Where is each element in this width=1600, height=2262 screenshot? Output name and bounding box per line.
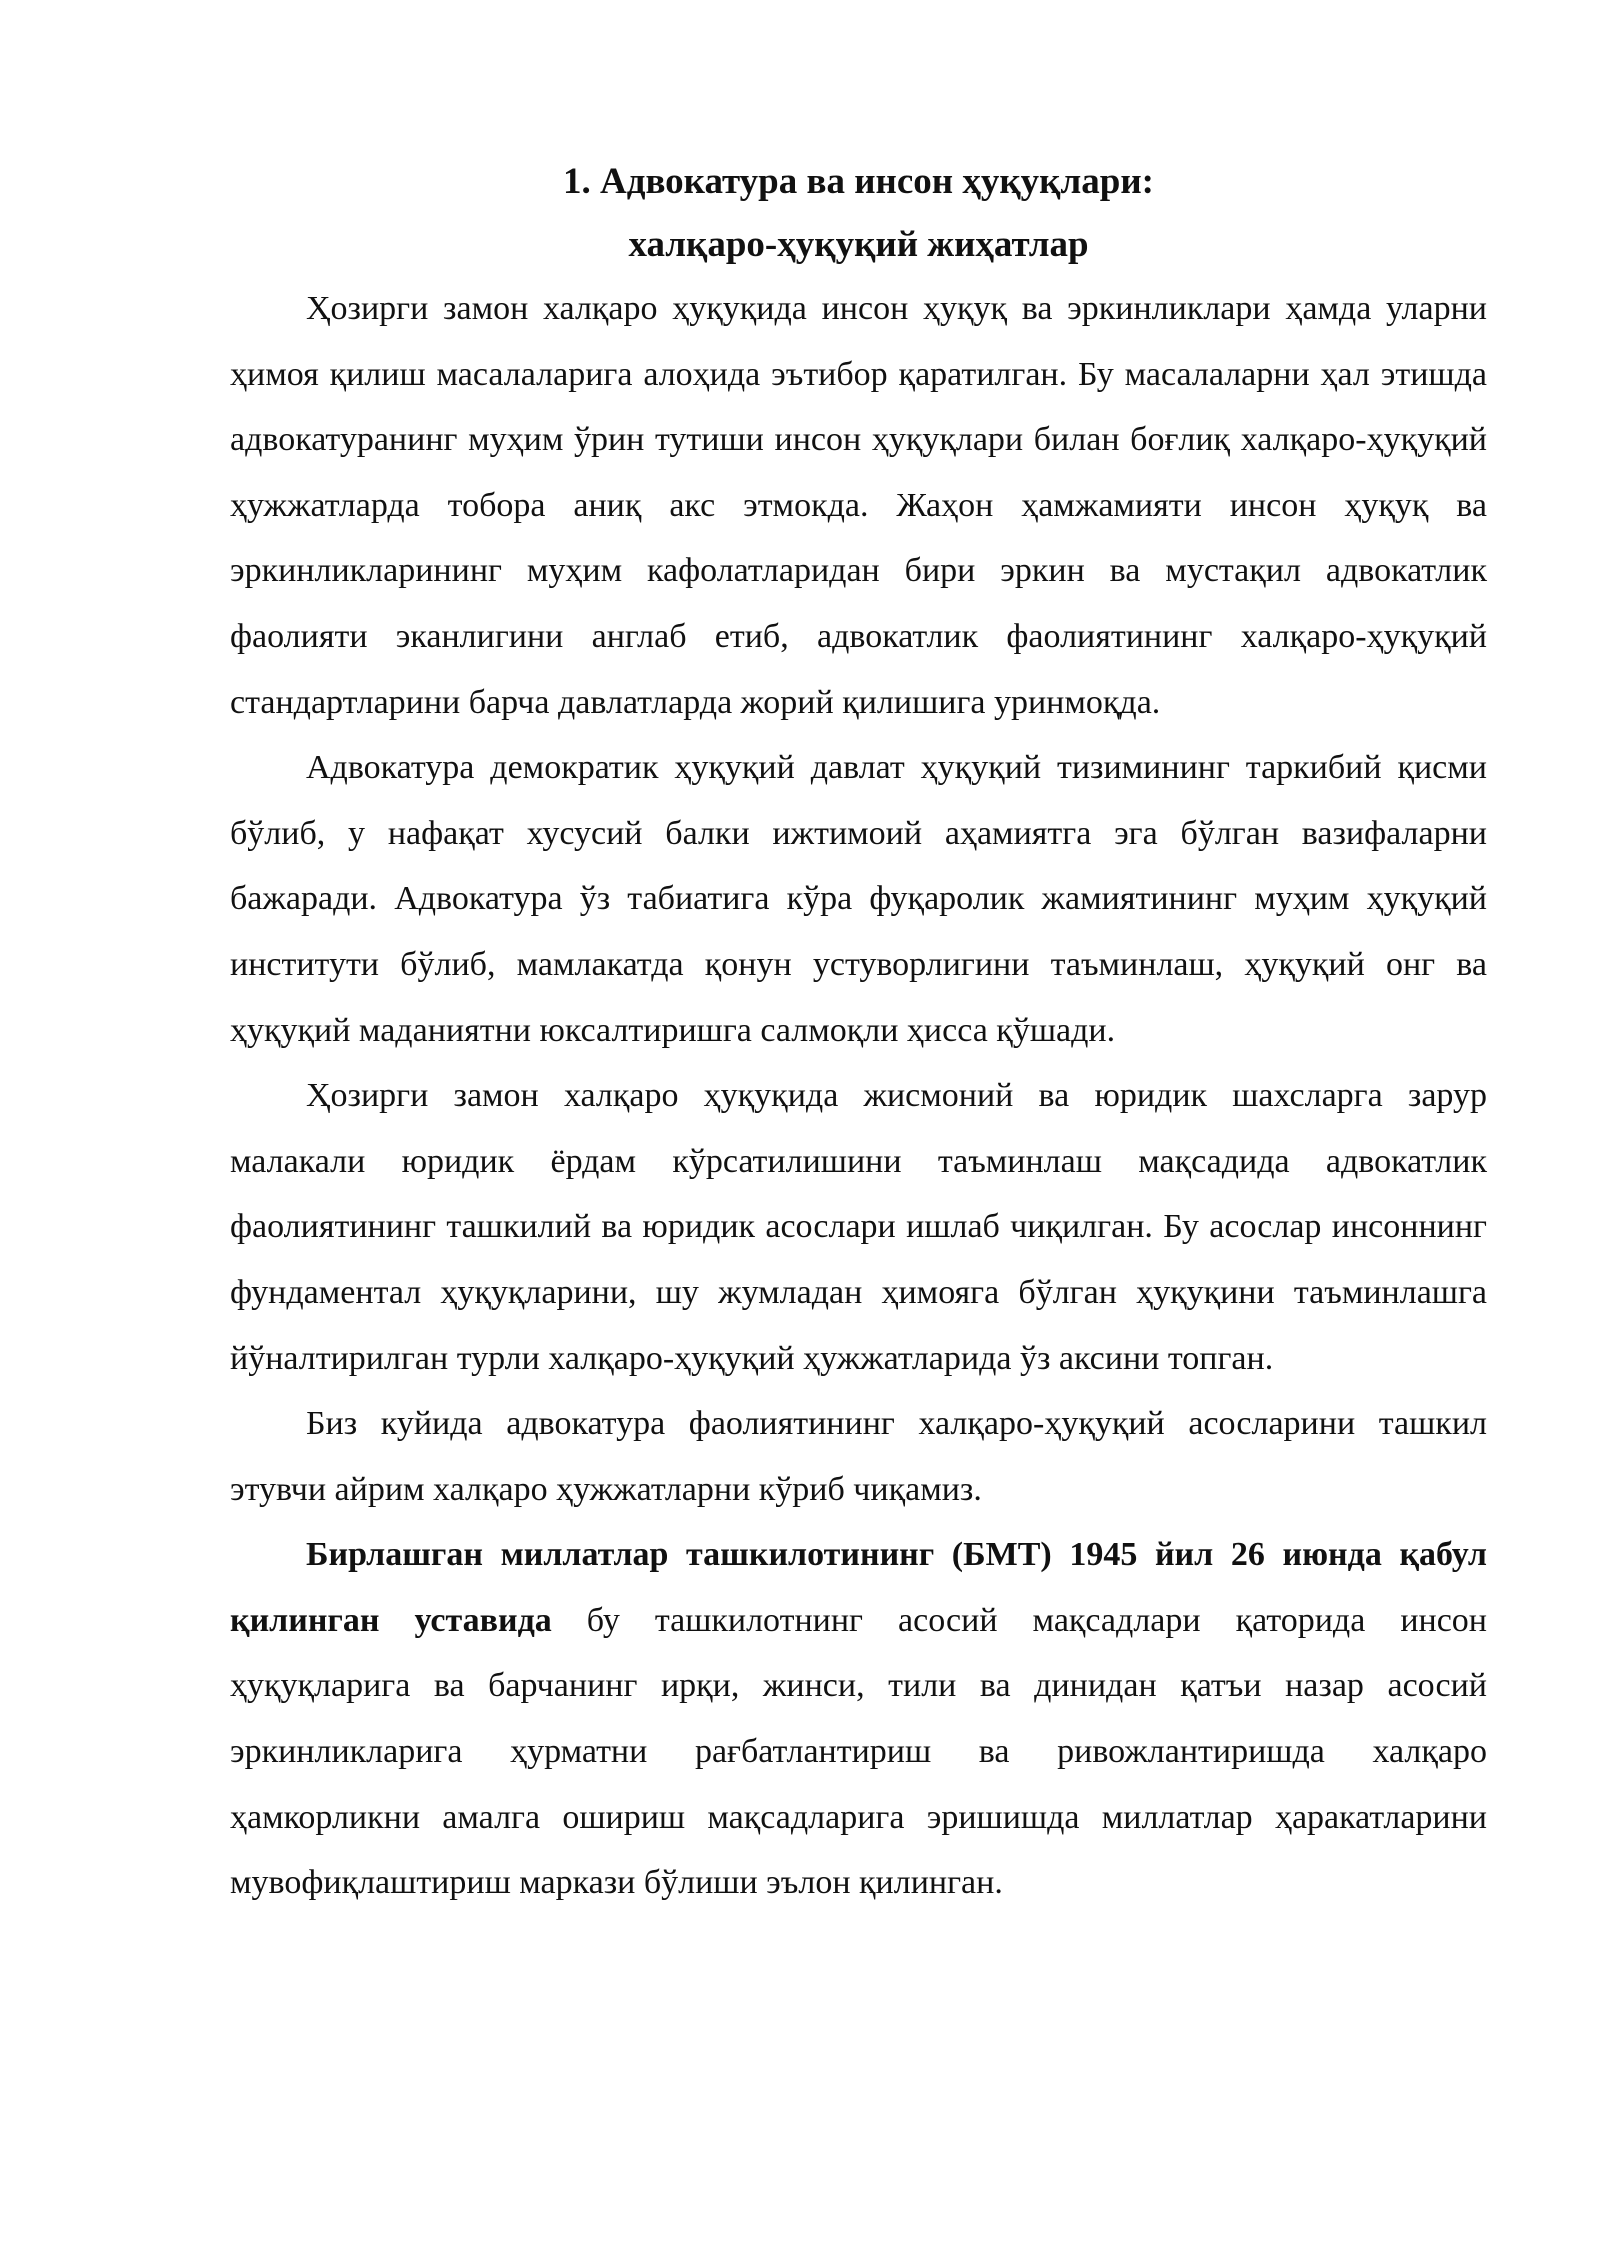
paragraph-3: Ҳозирги замон халқаро ҳуқуқида жисмоний ва юридик шахсларга зарур малакали юридик ёрдам кўрсатилишини таъминлаш мақсадида адвокатлик фаолиятининг ташкилий ва юридик асослари ишлаб чиқилган. Бу асослар инсоннинг фундаментал ҳуқуқларини, шу жумладан ҳимояга бўлган ҳуқуқини таъминлашга йўналтирилган турли халқаро-ҳуқуқий ҳужжатларида ўз аксини топган.: [230, 1077, 1487, 1377]
paragraph-2: Адвокатура демократик ҳуқуқий давлат ҳуқуқий тизимининг таркибий қисми бўлиб, у нафақат хусусий балки ижтимоий аҳамиятга эга бўлган вазифаларни бажаради. Адвокатура ўз табиатига кўра фуқаролик жамиятининг муҳим ҳуқуқий институти бўлиб, мамлакатда қонун устуворлигини таъминлаш, ҳуқуқий онг ва ҳуқуқий маданиятни юксалтиришга салмоқли ҳисса қўшади.: [230, 749, 1487, 1049]
paragraph-4: Биз куйида адвокатура фаолиятининг халқаро-ҳуқуқий асосларини ташкил этувчи айрим халқаро ҳужжатларни кўриб чиқамиз.: [230, 1405, 1487, 1508]
paragraph-5-bold-lead: Бирлашган миллатлар ташкилотининг (БМТ) 1945 йил 26 июнда қабул қилинган уставида: [230, 1536, 1487, 1639]
document-page: [230, 150, 1487, 1916]
paragraph-5-body: бу ташкилотнинг асосий мақсадлари қаторида инсон ҳуқуқларига ва барчанинг ирқи, жинси, тили ва динидан қатъи назар асосий эркинликларига ҳурматни рағбатлантириш ва ривожлантиришда халқаро ҳамкорликни амалга ошириш мақсадларига эришишда миллатлар ҳаракатларини мувофиқлаштириш маркази бўлиши эълон қилинган.: [230, 1601, 1488, 1902]
section-title-line-2: халқаро-ҳуқуқий жиҳатлар: [628, 224, 1089, 265]
paragraph-1: Ҳозирги замон халқаро ҳуқуқида инсон ҳуқуқ ва эркинликлари ҳамда уларни ҳимоя қилиш масалаларига алоҳида эътибор қаратилган. Бу масалаларни ҳал этишда адвокатуранинг муҳим ўрин тутиши инсон ҳуқуқлари билан боғлиқ халқаро-ҳуқуқий ҳужжатларда тобора аниқ акс этмокда. Жаҳон ҳамжамияти инсон ҳуқуқ ва эркинликларининг муҳим кафолатларидан бири эркин ва мустақил адвокатлик фаолияти эканлигини англаб етиб, адвокатлик фаолиятининг халқаро-ҳуқуқий стандартларини барча давлатларда жорий қилишига уринмоқда.: [230, 290, 1487, 721]
section-title-line-1: 1. Адвокатура ва инсон ҳуқуқлари:: [563, 161, 1154, 202]
paragraph-5: [230, 1522, 1487, 1916]
